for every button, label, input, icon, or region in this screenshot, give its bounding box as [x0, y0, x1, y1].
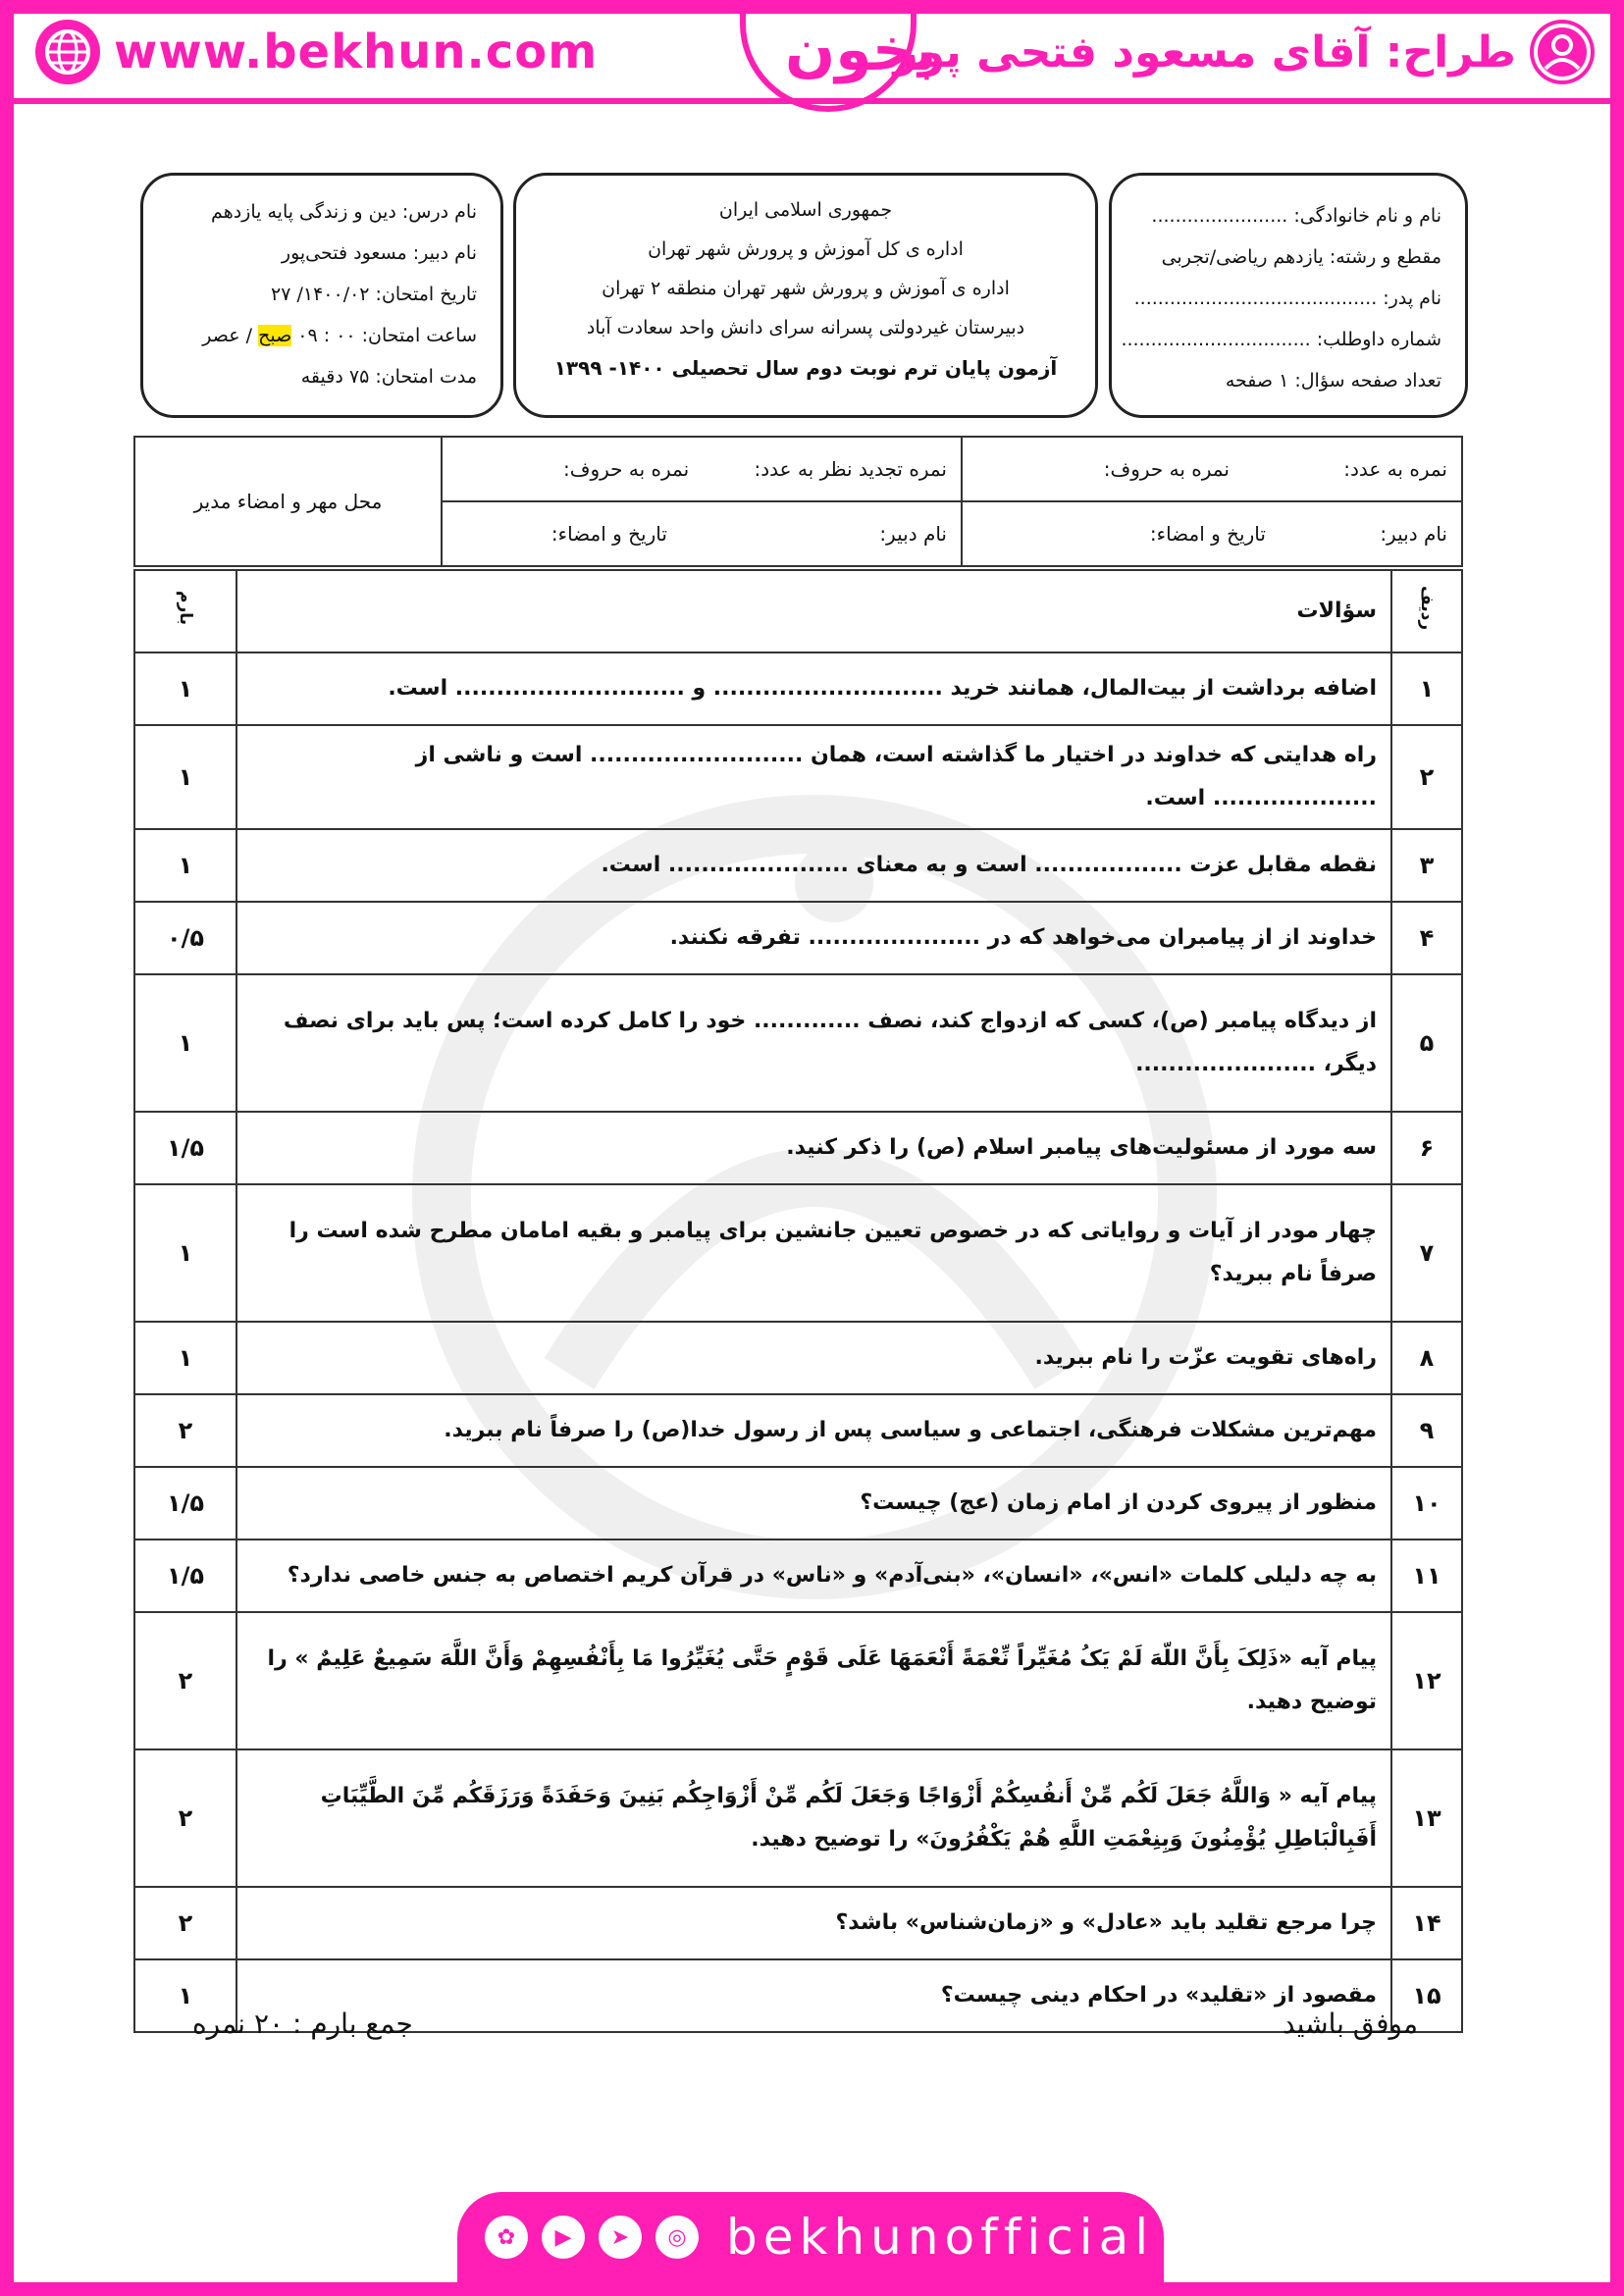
- brand-logo-text: بخون: [785, 16, 937, 84]
- question-score: ۱: [134, 829, 236, 902]
- question-row: [134, 1394, 1462, 1467]
- grade-field-line: مقطع و رشته: یازدهم ریاضی/تجربی: [1161, 246, 1441, 268]
- question-text: اضافه برداشت از بیت‌المال، همانند خرید ............................ و ............................ است.: [236, 652, 1391, 725]
- question-score: ۱: [134, 652, 236, 725]
- question-row: [134, 1112, 1462, 1184]
- question-score: ۲: [134, 1887, 236, 1959]
- social-bar: [457, 2192, 1164, 2282]
- page-count-line: تعداد صفحه سؤال: ۱ صفحه: [1225, 370, 1441, 391]
- stamp-label: محل مهر و امضاء مدیر: [193, 490, 383, 513]
- score-letters-label: نمره به حروف:: [1103, 457, 1230, 481]
- exam-time-line: [202, 325, 477, 346]
- district-edu-line: اداره ی آموزش و پرورش شهر تهران منطقه ۲ تهران: [602, 278, 1010, 299]
- principal-stamp-cell[interactable]: [134, 437, 442, 566]
- exam-title-line: آزمون پایان ترم نوبت دوم سال تحصیلی ۱۴۰۰- ۱۳۹۹: [553, 356, 1058, 380]
- question-text: راه‌های تقویت عزّت را نام ببرید.: [236, 1322, 1391, 1394]
- question-number: ۷: [1391, 1184, 1462, 1322]
- question-text: مقصود از «تقلید» در احکام دینی چیست؟: [236, 1959, 1391, 2032]
- question-number: ۱۱: [1391, 1539, 1462, 1612]
- score-cell[interactable]: [962, 437, 1462, 501]
- student-name-line[interactable]: نام و نام خانوادگی: .......................: [1151, 205, 1441, 227]
- good-luck-text: موفق باشید: [1282, 2008, 1418, 2040]
- country-line: جمهوری اسلامی ایران: [718, 199, 893, 221]
- question-number: ۱۰: [1391, 1467, 1462, 1539]
- exam-time-suffix: / عصر: [202, 325, 253, 346]
- duration-line: مدت امتحان: ۷۵ دقیقه: [300, 366, 477, 388]
- user-icon: [1530, 20, 1595, 84]
- question-row: [134, 829, 1462, 902]
- score-number-label: نمره به عدد:: [1343, 457, 1447, 481]
- question-row: [134, 1322, 1462, 1394]
- question-text: از دیدگاه پیامبر (ص)، کسی که ازدواج کند، نصف ............. خود را کامل کرده است؛ پس باید برای نصف دیگر، ......................: [236, 974, 1391, 1112]
- question-text: خداوند از از پیامبران می‌خواهد که در ..................... تفرقه نکنند.: [236, 902, 1391, 974]
- revised-letters-label: نمره به حروف:: [562, 457, 690, 481]
- exam-time-morning: صبح: [258, 325, 292, 346]
- question-text: سه مورد از مسئولیت‌های پیامبر اسلام (ص) را ذکر کنید.: [236, 1112, 1391, 1184]
- aparat-icon[interactable]: ✿: [485, 2216, 528, 2259]
- student-info-box: [1109, 173, 1468, 418]
- question-number: ۸: [1391, 1322, 1462, 1394]
- questions-header: سؤالات: [236, 570, 1391, 652]
- question-number: ۱۵: [1391, 1959, 1462, 2032]
- school-name-line: دبیرستان غیردولتی پسرانه سرای دانش واحد سعادت آباد: [586, 317, 1025, 339]
- question-text: منظور از پیروی کردن از امام زمان (عج) چیست؟: [236, 1467, 1391, 1539]
- row-number-header: ردیف: [1391, 570, 1462, 652]
- question-text: چهار مودر از آیات و روایاتی که در خصوص تعیین جانشین برای پیامبر و بقیه امامان مطرح شده است را صرفاً نام ببرید؟: [236, 1184, 1391, 1322]
- question-number: ۹: [1391, 1394, 1462, 1467]
- question-number: ۱: [1391, 652, 1462, 725]
- question-number: ۱۳: [1391, 1749, 1462, 1887]
- telegram-icon[interactable]: ➤: [599, 2216, 642, 2259]
- question-text: چرا مرجع تقلید باید «عادل» و «زمان‌شناس» باشد؟: [236, 1887, 1391, 1959]
- top-banner: [14, 14, 1610, 100]
- total-score-text: جمع بارم : ۲۰ نمره: [192, 2008, 413, 2040]
- questions-table: [133, 569, 1463, 2033]
- question-row: [134, 1887, 1462, 1959]
- question-score: ۱: [134, 725, 236, 829]
- question-score: ۲: [134, 1749, 236, 1887]
- question-number: ۱۴: [1391, 1887, 1462, 1959]
- question-row: [134, 1467, 1462, 1539]
- question-row: [134, 1539, 1462, 1612]
- question-text: نقطه مقابل عزت .................. است و به معنای ...................... است.: [236, 829, 1391, 902]
- question-score: ۰/۵: [134, 902, 236, 974]
- revised-score-cell[interactable]: [442, 437, 962, 501]
- question-row: [134, 902, 1462, 974]
- question-text: پیام آیه «ذَلِکَ بِأَنَّ اللّهَ لَمْ یَکُ مُغَیِّراً نِّعْمَةً أَنْعَمَهَا عَلَى قَوْمٍ حَتَّى یُغَیِّرُوا مَا بِأَنْفُسِهِمْ وَأَنَّ اللَّهَ سَمِیعٌ عَلِیمٌ » را توضیح دهید.: [236, 1612, 1391, 1749]
- youtube-icon[interactable]: ▶: [542, 2216, 585, 2259]
- question-score: ۱/۵: [134, 1112, 236, 1184]
- question-row: [134, 1184, 1462, 1322]
- question-row: [134, 974, 1462, 1112]
- question-number: ۲: [1391, 725, 1462, 829]
- school-info-box: [513, 173, 1098, 418]
- question-score: ۲: [134, 1394, 236, 1467]
- question-number: ۶: [1391, 1112, 1462, 1184]
- candidate-number-line[interactable]: شماره داوطلب: ................................: [1121, 329, 1441, 350]
- revised-date-sign-label: تاریخ و امضاء:: [550, 522, 667, 546]
- course-info-box: [140, 173, 503, 418]
- subject-line: نام درس: دین و زندگی پایه یازدهم: [211, 201, 477, 223]
- question-score: ۱: [134, 1184, 236, 1322]
- question-number: ۵: [1391, 974, 1462, 1112]
- teacher-line: نام دبیر: مسعود فتحی‌پور: [281, 242, 477, 264]
- father-name-line[interactable]: نام پدر: .........................................: [1133, 287, 1441, 309]
- question-text: به چه دلیلی کلمات «انس»، «انسان»، «بنی‌آدم» و «ناس» در قرآن کریم اختصاص به جنس خاصی ندارد؟: [236, 1539, 1391, 1612]
- revised-teacher-sign-cell[interactable]: [442, 501, 962, 566]
- website-link[interactable]: [35, 20, 598, 84]
- date-sign-label: تاریخ و امضاء:: [1149, 522, 1266, 546]
- teacher-sign-cell[interactable]: [962, 501, 1462, 566]
- question-row: [134, 1749, 1462, 1887]
- question-score: ۱/۵: [134, 1539, 236, 1612]
- question-score: ۱: [134, 1959, 236, 2032]
- revised-number-label: نمره تجدید نظر به عدد:: [754, 457, 947, 481]
- grade-table: [133, 436, 1463, 567]
- province-edu-line: اداره ی کل آموزش و پرورش شهر تهران: [648, 238, 964, 260]
- revised-teacher-name-label: نام دبیر:: [879, 522, 947, 546]
- question-number: ۴: [1391, 902, 1462, 974]
- question-score: ۱: [134, 1322, 236, 1394]
- question-text: راه هدایتی که خداوند در اختیار ما گذاشته است، همان .......................... است و ناشی از .................... است.: [236, 725, 1391, 829]
- website-url[interactable]: www.bekhun.com: [114, 25, 599, 79]
- question-score: ۲: [134, 1612, 236, 1749]
- globe-icon: [35, 20, 100, 84]
- teacher-name-label: نام دبیر:: [1380, 522, 1447, 546]
- question-row: [134, 652, 1462, 725]
- question-text: پیام آیه « وَاللَّهُ جَعَلَ لَکُم مِّنْ أَنفُسِکُمْ أَزْوَاجًا وَجَعَلَ لَکُم مِّنْ أَزْوَاجِکُم بَنِینَ وَحَفَدَةً وَرَزَقَکُم مِّنَ الطَّیِّبَاتِ أَفَبِالْبَاطِلِ یُؤْمِنُونَ وَبِنِعْمَتِ اللَّهِ هُمْ یَکْفُرُونَ» را توضیح دهید.: [236, 1749, 1391, 1887]
- question-row: [134, 725, 1462, 829]
- question-score: ۱/۵: [134, 1467, 236, 1539]
- question-number: ۳: [1391, 829, 1462, 902]
- score-header: بارم: [134, 570, 236, 652]
- banner-divider: [14, 98, 1610, 104]
- designer-credit: [893, 20, 1595, 84]
- instagram-icon[interactable]: ◎: [655, 2216, 699, 2259]
- question-text: مهم‌ترین مشکلات فرهنگی، اجتماعی و سیاسی پس از رسول خدا(ص) را صرفاً نام ببرید.: [236, 1394, 1391, 1467]
- designer-name: طراح: آقای مسعود فتحی پور: [893, 26, 1516, 78]
- question-number: ۱۲: [1391, 1612, 1462, 1749]
- brand-logo: [740, 14, 937, 112]
- question-score: ۱: [134, 974, 236, 1112]
- social-handle[interactable]: bekhunofficial: [726, 2209, 1155, 2266]
- exam-time-prefix: ساعت امتحان: ۰۰ : ۰۹: [297, 325, 477, 346]
- exam-date-line: تاریخ امتحان: ۱۴۰۰/۰۲/ ۲۷: [271, 284, 477, 305]
- question-row: [134, 1612, 1462, 1749]
